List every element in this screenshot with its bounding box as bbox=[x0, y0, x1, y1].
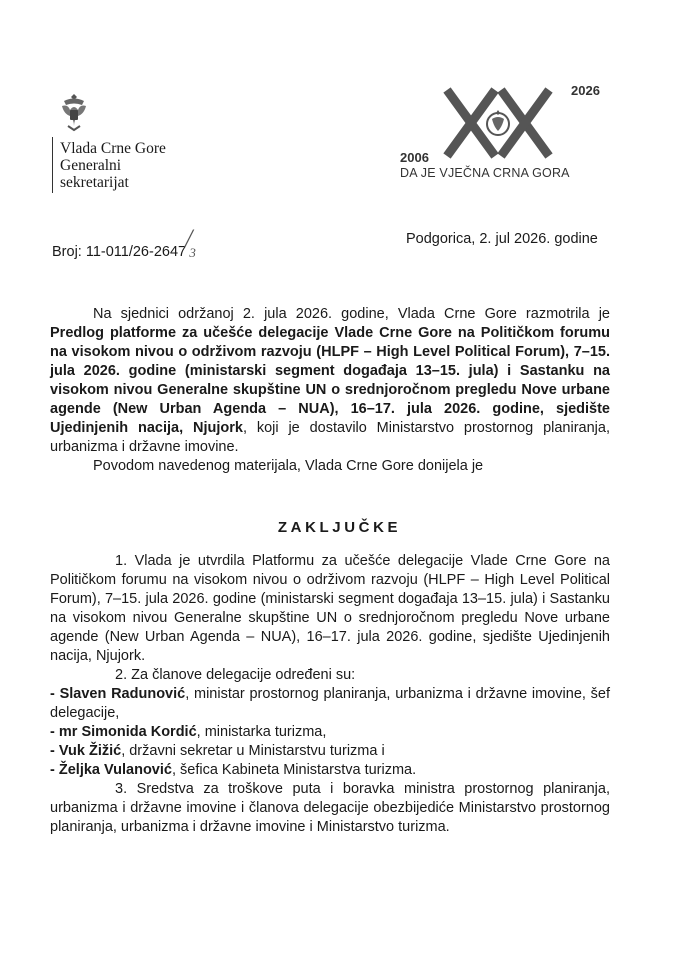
intro-paragraph bbox=[50, 305, 610, 457]
anniversary-logo bbox=[397, 84, 612, 180]
member-name: mr Simonida Kordić bbox=[58, 724, 197, 740]
org-line-2: Generalni bbox=[60, 157, 122, 174]
delegation-member bbox=[50, 723, 610, 742]
header-divider bbox=[52, 137, 53, 193]
intro-bold-title: Predlog platforme za učešće delegacije Vlade Crne Gore na Političkom forumu na visokom nivou o održivom razvoju (HLPF – High Level Political Forum), 7–15. jula 2026. godine (ministarski segment događaja 13–15. jula) i Sastanku na visokom nivou Generalne skupštine UN o srednjoročnom pregledu Nove urbane agende (New Urban Agenda – NUA), 16–17. jula 2026. godine, sjedište Ujedinjenih nacija, Njujork bbox=[50, 325, 610, 436]
coat-of-arms-icon bbox=[58, 92, 90, 132]
logo-year-start: 2006 bbox=[400, 150, 429, 165]
org-line-1: Vlada Crne Gore bbox=[60, 140, 166, 157]
conclusion-2: 2. Za članove delegacije određeni su: bbox=[115, 667, 356, 683]
conclusions-section bbox=[50, 552, 610, 837]
member-role: , državni sekretar u Ministarstvu turizma i bbox=[121, 743, 385, 759]
member-name: Vuk Žižić bbox=[58, 743, 122, 759]
organization-name bbox=[60, 140, 166, 191]
delegation-member bbox=[50, 761, 610, 780]
conclusion-3: 3. Sredstva za troškove puta i boravka ministra prostornog planiranja, urbanizma i državne imovine i članova delegacije obezbijediće Ministarstvo prostornog planiranja, urbanizma i državne imovine i Ministarstvo turizma. bbox=[50, 781, 610, 835]
member-role: , ministarka turizma, bbox=[196, 724, 327, 740]
member-dash: - bbox=[50, 724, 55, 740]
reference-label: Broj: 11-011/26-2647 bbox=[52, 244, 187, 260]
member-role: , šefica Kabineta Ministarstva turizma. bbox=[171, 762, 417, 778]
handwritten-slash: / bbox=[185, 224, 193, 253]
conclusions-heading: ZAKLJUČKE bbox=[277, 519, 402, 536]
intro-text-b: , koji je dostavilo Ministarstvo prostornog planiranja, urbanizma i državne imovine. bbox=[50, 420, 610, 455]
intro-text-a: Na sjednici održanoj 2. jula 2026. godine, Vlada Crne Gore razmotrila je bbox=[93, 306, 610, 322]
delegation-member bbox=[50, 742, 610, 761]
reference-number bbox=[52, 224, 196, 263]
delegation-member bbox=[50, 685, 610, 723]
handwritten-number: 3 bbox=[189, 245, 196, 260]
member-role: , ministar prostornog planiranja, urbanizma i državne imovine, šef delegacije, bbox=[50, 686, 611, 721]
member-dash: - bbox=[50, 686, 55, 702]
intro-section bbox=[50, 305, 610, 476]
org-line-3: sekretarijat bbox=[60, 174, 129, 191]
member-name: Slaven Radunović bbox=[59, 686, 186, 702]
logo-year-end: 2026 bbox=[571, 83, 600, 98]
logo-slogan: DA JE VJEČNA CRNA GORA bbox=[400, 166, 570, 180]
member-dash: - bbox=[50, 743, 55, 759]
intro-paragraph-2: Povodom navedenog materijala, Vlada Crne Gore donijela je bbox=[93, 458, 484, 474]
member-name: Željka Vulanović bbox=[58, 762, 172, 778]
place-date: Podgorica, 2. jul 2026. godine bbox=[406, 231, 598, 247]
conclusion-1: 1. Vlada je utvrdila Platformu za učešće delegacije Vlade Crne Gore na Političkom forumu na visokom nivou o održivom razvoju (HLPF – High Level Political Forum), 7–15. jula 2026. godine (ministarski segment događaja 13–15. jula) i Sastanku na visokom nivou Generalne skupštine UN o srednjoročnom pregledu Nove urbane agende (New Urban Agenda – NUA), 16–17. jula 2026. godine, sjedište Ujedinjenih nacija, Njujork. bbox=[50, 553, 610, 664]
member-dash: - bbox=[50, 762, 55, 778]
